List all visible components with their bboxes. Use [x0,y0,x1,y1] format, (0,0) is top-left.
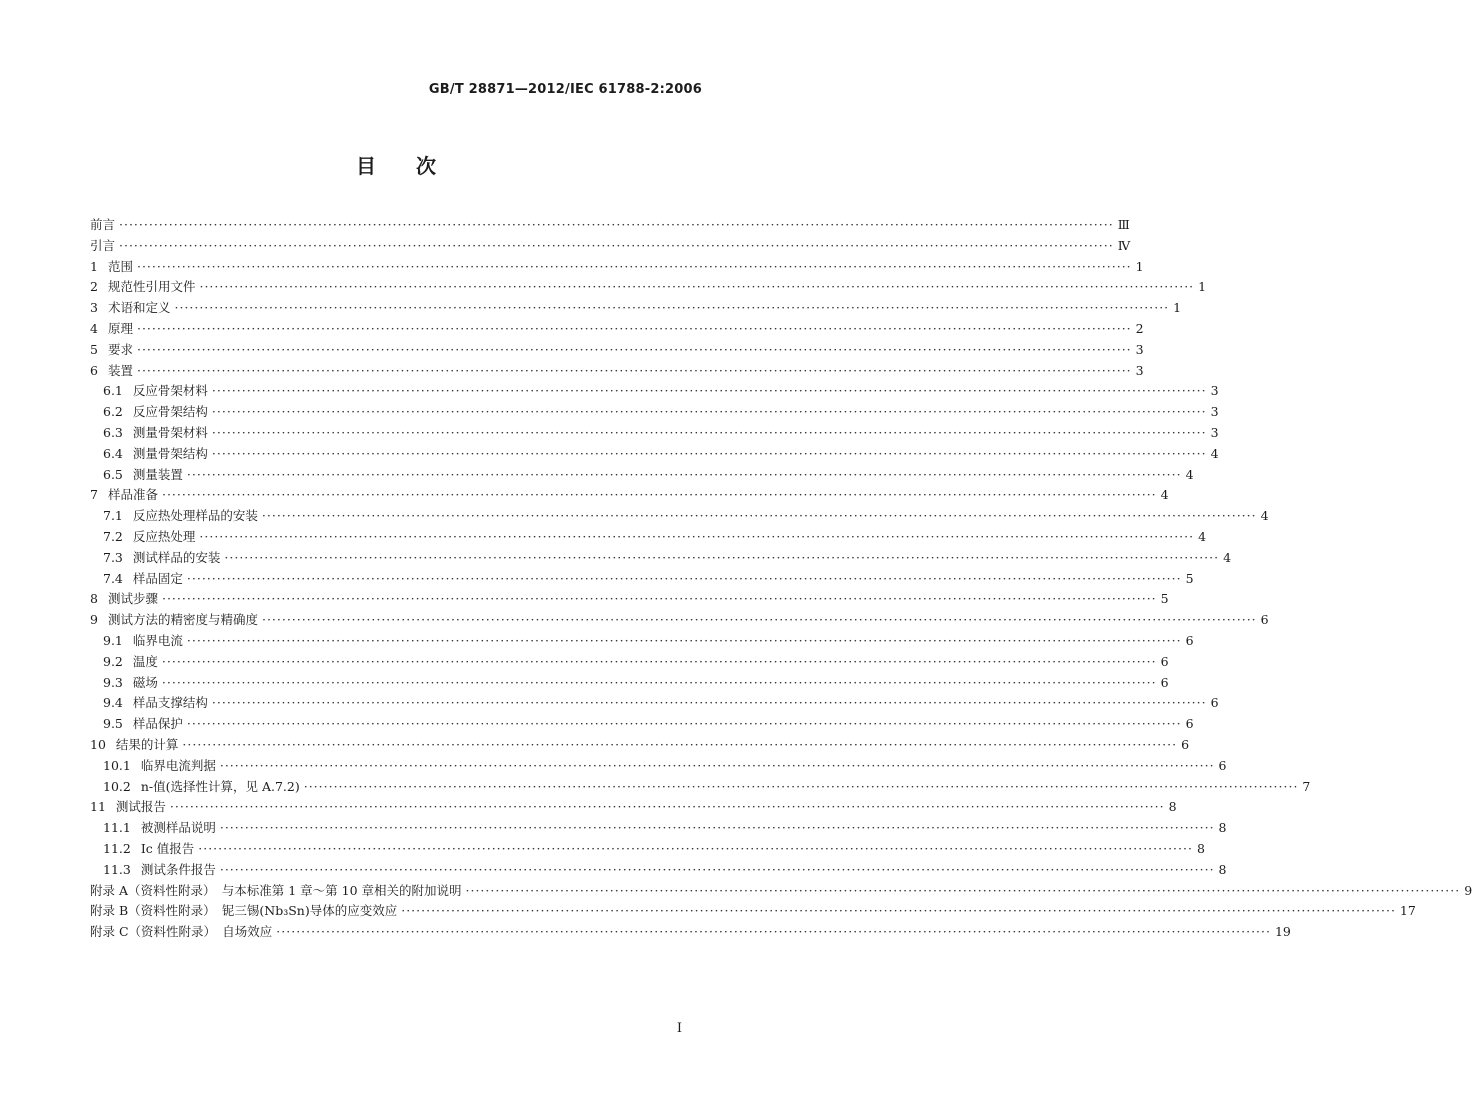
toc-entry-page: 4 [1198,528,1207,544]
toc-entry-page: Ⅲ [1117,217,1130,232]
toc-entry-title: 结果的计算 [115,736,179,752]
toc-entry-title: 附录 B（资料性附录） 铌三锡(Nb₃Sn)导体的应变效应 [90,903,398,919]
toc-entry-number: 7.4 [103,570,123,586]
toc-entry-page: 8 [1196,840,1205,856]
toc-entry-page: 17 [1399,903,1416,919]
toc-entry[interactable] [90,610,1269,631]
toc-entry[interactable] [90,257,1144,278]
toc-entry[interactable] [90,236,1131,257]
toc-entry-page: 2 [1135,320,1144,336]
toc-entry-number: 9.5 [103,716,123,732]
toc-entry-number: 8 [90,591,98,607]
page-title: 目 次 [356,154,436,178]
toc-entry-number: 7 [90,487,98,503]
toc-entry-title: 测量装置 [132,466,183,482]
dot-leader: ········································································································································································································ [161,591,1157,607]
toc-entry-title: 磁场 [132,674,158,690]
toc-entry-title: 反应骨架结构 [132,404,208,420]
toc-entry-number: 7.3 [103,549,123,565]
toc-entry-number: 11.3 [103,861,131,877]
toc-entry-label [103,631,183,652]
toc-entry-page: 4 [1185,466,1194,482]
toc-entry[interactable] [90,693,1219,714]
toc-entry-number: 6 [90,362,98,378]
toc-entry-title: 温度 [132,653,158,669]
toc-entry-page: 3 [1210,404,1219,420]
toc-entry-label [90,236,115,257]
toc-entry-label [90,257,133,278]
toc-entry[interactable] [90,881,1472,902]
dot-leader: ········································································································································································································ [211,695,1207,711]
toc-entry-page: 1 [1173,300,1182,316]
toc-entry[interactable] [90,818,1227,839]
toc-entry-title: 样品支撑结构 [132,695,208,711]
toc-entry-label [103,839,194,860]
toc-entry-number: 6.2 [103,404,123,420]
toc-entry[interactable] [90,319,1144,340]
toc-entry[interactable] [90,423,1219,444]
toc-entry-page: 3 [1135,341,1144,357]
toc-entry-title: 测试报告 [115,799,166,815]
toc-entry-page: 19 [1274,924,1291,940]
toc-entry[interactable] [90,527,1207,548]
toc-entry-title: 测试方法的精密度与精确度 [107,612,258,628]
toc-entry-label [103,818,216,839]
toc-entry-label [103,548,220,569]
toc-entry-title: 装置 [107,362,133,378]
toc-entry-label [103,506,258,527]
toc-entry-title: 样品保护 [132,716,183,732]
dot-leader: ········································································································································································································ [198,840,1193,856]
toc-entry-number: 6.4 [103,445,123,461]
toc-entry-page: 8 [1218,861,1227,877]
toc-entry-label [103,402,208,423]
toc-entry[interactable] [90,444,1219,465]
toc-entry-page: 6 [1185,632,1194,648]
toc-entry-label [90,881,462,902]
toc-entry-page: 4 [1223,549,1232,565]
toc-entry-label [103,444,208,465]
toc-entry[interactable] [90,548,1232,569]
toc-entry-page: 7 [1302,778,1311,794]
toc-entry-title: 样品准备 [107,487,158,503]
toc-entry[interactable] [90,361,1144,382]
toc-entry[interactable] [90,589,1169,610]
toc-entry-title: 反应热处理 [132,528,196,544]
toc-entry-number: 9.2 [103,653,123,669]
toc-entry-title: 反应热处理样品的安装 [132,508,258,524]
toc-entry[interactable] [90,839,1205,860]
dot-leader: ········································································································································································································ [161,653,1157,669]
toc-entry-title: 原理 [107,320,133,336]
dot-leader: ········································································································································································································ [186,716,1182,732]
toc-entry-number: 9.3 [103,674,123,690]
toc-entry-title: 测量骨架结构 [132,445,208,461]
toc-entry-page: 8 [1168,799,1177,815]
toc-entry-page: 6 [1181,736,1190,752]
toc-entry-label [90,589,158,610]
toc-entry-page: 6 [1185,716,1194,732]
toc-entry-label [90,735,178,756]
toc-entry-label [103,423,208,444]
dot-leader: ········································································································································································································ [186,632,1182,648]
toc-entry[interactable] [90,673,1169,694]
toc-entry-label [90,901,397,922]
toc-entry-page: 3 [1210,383,1219,399]
toc-entry-number: 10 [90,736,106,752]
toc-entry-page: Ⅳ [1117,237,1131,253]
dot-leader: ········································································································································································································ [219,757,1215,773]
dot-leader: ········································································································································································································ [136,341,1132,357]
toc-entry-page: 1 [1198,279,1207,295]
toc-entry[interactable] [90,298,1182,319]
toc-entry-title: 附录 A（资料性附录） 与本标准第 1 章～第 10 章相关的附加说明 [90,882,462,898]
toc-entry-page: 1 [1135,258,1144,274]
toc-entry[interactable] [90,735,1190,756]
dot-leader: ········································································································································································································ [211,424,1207,440]
toc-entry-label [103,860,216,881]
toc-entry[interactable] [90,922,1291,943]
toc-entry-number: 9 [90,612,98,628]
toc-entry-page: 4 [1260,508,1269,524]
toc-entry-page: 6 [1160,674,1169,690]
toc-entry-number: 9.4 [103,695,123,711]
toc-entry-title: 范围 [107,258,133,274]
toc-entry-page: 3 [1210,424,1219,440]
dot-leader: ········································································································································································································ [119,237,1114,253]
toc-entry-label [103,673,158,694]
dot-leader: ········································································································································································································ [211,383,1207,399]
toc-entry-label [103,381,208,402]
toc-entry-page: 6 [1218,757,1227,773]
toc-entry-label [103,714,183,735]
toc-entry-label [90,361,133,382]
toc-entry-label [103,777,300,798]
toc-entry-number: 7.1 [103,508,123,524]
toc-entry-number: 1 [90,258,98,274]
toc-entry-page: 6 [1160,653,1169,669]
toc-entry-label [90,485,158,506]
dot-leader: ········································································································································································································ [276,924,1271,940]
toc-entry-number: 5 [90,341,98,357]
toc-entry-title: 被测样品说明 [140,820,216,836]
dot-leader: ········································································································································································································ [136,258,1132,274]
toc-entry-title: 临界电流 [132,632,183,648]
toc-entry-number: 7.2 [103,528,123,544]
toc-entry-title: 引言 [90,237,116,253]
dot-leader: ········································································································································································································ [186,466,1182,482]
toc-entry-page: 5 [1160,591,1169,607]
toc-entry[interactable] [90,652,1169,673]
toc-entry-number: 6.5 [103,466,123,482]
toc-entry[interactable] [90,485,1169,506]
dot-leader: ········································································································································································································ [119,217,1114,232]
toc-entry[interactable] [90,777,1311,798]
toc-entry-title: n-值(选择性计算，见 A.7.2) [140,778,300,794]
toc-entry[interactable] [90,340,1144,361]
toc-entry-number: 11.2 [103,840,131,856]
standard-code: GB/T 28871—2012/IEC 61788-2:2006 [428,82,702,97]
toc-entry-label [90,277,195,298]
dot-leader: ········································································································································································································ [161,487,1157,503]
toc-entry-number: 4 [90,320,98,336]
dot-leader: ········································································································································································································ [136,362,1132,378]
dot-leader: ········································································································································································································ [224,549,1220,565]
toc-entry[interactable] [90,465,1194,486]
toc-entry[interactable] [90,402,1219,423]
dot-leader: ········································································································································································································ [219,861,1215,877]
dot-leader: ········································································································································································································ [303,778,1299,794]
dot-leader: ········································································································································································································ [169,799,1165,815]
toc-entry-label [103,527,195,548]
toc-entry-page: 9 [1464,882,1472,898]
toc-entry-title: 规范性引用文件 [107,279,196,295]
toc-entry-number: 3 [90,300,98,316]
toc-entry[interactable] [90,901,1416,922]
toc-entry[interactable] [90,381,1219,402]
toc-entry[interactable] [90,797,1177,818]
toc-entry-page: 5 [1185,570,1194,586]
page-number: Ⅰ [676,1021,682,1036]
dot-leader: ········································································································································································································ [161,674,1157,690]
dot-leader: ········································································································································································································ [465,882,1461,898]
toc-entry-title: 测试步骤 [107,591,158,607]
toc-entry-title: 要求 [107,341,133,357]
toc-entry-label [90,797,166,818]
toc-entry-label [90,319,133,340]
toc-entry-label [103,465,183,486]
toc-entry-page: 6 [1260,612,1269,628]
toc-entry-title: 反应骨架材料 [132,383,208,399]
toc-entry-page: 4 [1160,487,1169,503]
toc-entry-title: 临界电流判据 [140,757,216,773]
toc-entry[interactable] [90,860,1227,881]
toc-entry-number: 10.2 [103,778,131,794]
toc-entry-title: 附录 C（资料性附录） 自场效应 [90,924,273,940]
dot-leader: ········································································································································································································ [136,320,1132,336]
toc-entry[interactable] [90,569,1194,590]
dot-leader: ········································································································································································································ [261,508,1257,524]
dot-leader: ········································································································································································································ [199,528,1195,544]
toc-entry-title: 术语和定义 [107,300,171,316]
toc-entry-number: 6.1 [103,383,123,399]
toc-entry-label [103,652,158,673]
dot-leader: ········································································································································································································ [186,570,1182,586]
dot-leader: ········································································································································································································ [261,612,1257,628]
toc-entry-page: 4 [1210,445,1219,461]
toc-entry-page: 6 [1210,695,1219,711]
toc-entry-label [90,298,170,319]
toc-entry[interactable] [90,506,1269,527]
toc-entry-label [103,693,208,714]
toc-entry-label [103,756,216,777]
toc-entry-number: 11.1 [103,820,131,836]
toc-entry-label [90,610,258,631]
dot-leader: ········································································································································································································ [211,404,1207,420]
toc-entry-number: 6.3 [103,424,123,440]
toc-entry-page: 3 [1135,362,1144,378]
dot-leader: ········································································································································································································ [219,820,1215,836]
dot-leader: ········································································································································································································ [401,903,1396,919]
toc-entry-number: 11 [90,799,106,815]
toc-entry[interactable] [90,277,1207,298]
toc-entry[interactable] [90,631,1194,652]
toc-entry[interactable] [90,756,1227,777]
toc-entry-label [90,340,133,361]
toc-entry[interactable] [90,215,1130,236]
toc-entry-label [90,922,272,943]
toc-entry-title: Ic 值报告 [140,840,195,856]
toc-entry-label [103,569,183,590]
dot-leader: ········································································································································································································ [174,300,1170,316]
toc-entry-number: 9.1 [103,632,123,648]
toc-entry-title: 测量骨架材料 [132,424,208,440]
toc-entry-page: 8 [1218,820,1227,836]
toc-entry[interactable] [90,714,1194,735]
toc-entry-title: 前言 [90,217,116,232]
toc-entry-label [90,215,115,236]
toc-entry-number: 10.1 [103,757,131,773]
dot-leader: ········································································································································································································ [182,736,1178,752]
toc-entry-title: 测试条件报告 [140,861,216,877]
dot-leader: ········································································································································································································ [211,445,1207,461]
toc-entry-title: 样品固定 [132,570,183,586]
toc-entry-title: 测试样品的安装 [132,549,221,565]
dot-leader: ········································································································································································································ [199,279,1195,295]
toc-entry-number: 2 [90,279,98,295]
table-of-contents [90,215,1472,943]
